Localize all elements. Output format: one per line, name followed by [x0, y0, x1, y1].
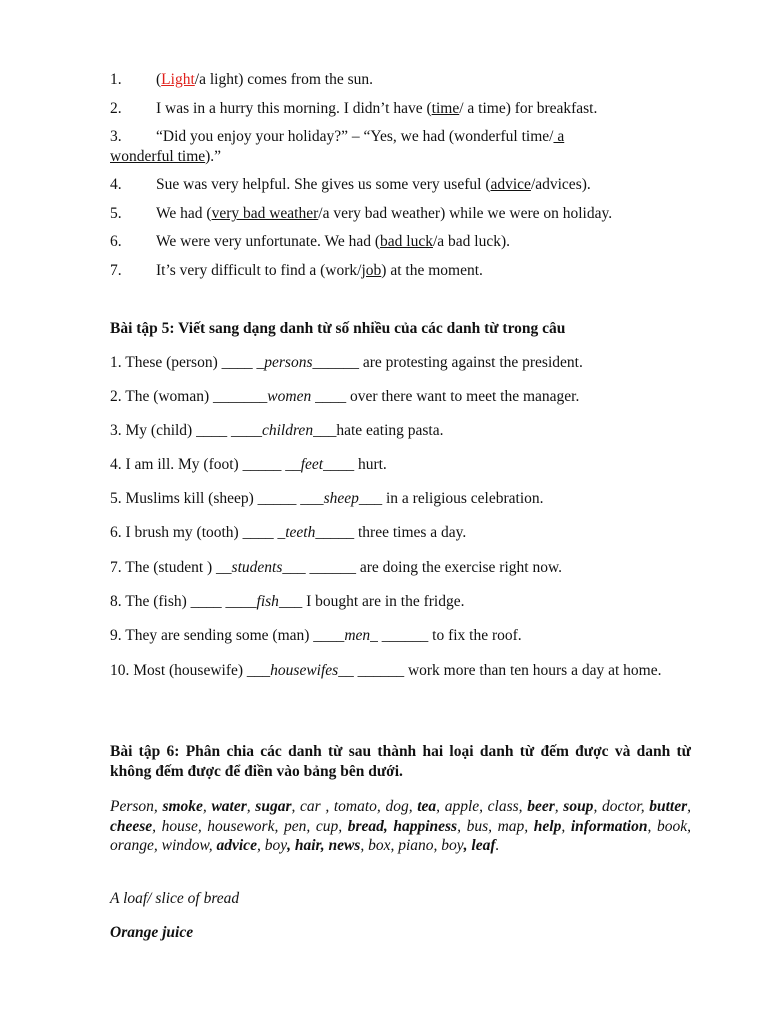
ex5-answer: persons [264, 354, 313, 371]
ex5-answer: students [231, 559, 283, 576]
noun-text: , apple, class, [436, 798, 528, 815]
ex5-answer: men [344, 627, 371, 644]
noun-uncountable: information [570, 817, 648, 835]
ex6-line-juice: Orange juice [110, 924, 194, 941]
ex6-line-bread: A loaf/ slice of bread [110, 890, 240, 907]
ex5-item-9: 9. They are sending some (man) ____men_ ______ to fix the roof. [110, 627, 522, 644]
ex4-item-7: 7. It’s very difficult to find a (work/job) at the moment. [110, 262, 483, 279]
ex5-item-2: 2. The (woman) _______women ____ over there want to meet the manager. [110, 388, 580, 405]
answer-a-wonderful-time-part2: wonderful time [110, 147, 206, 165]
ex5-item-4: 4. I am ill. My (foot) _____ __feet____ hurt. [110, 456, 387, 473]
ex5-answer: sheep [323, 490, 359, 507]
answer-time: time [431, 100, 460, 117]
noun-text: , [554, 798, 564, 815]
noun-text: , book, orange, window, [110, 817, 691, 854]
ex4-item-2: 2. I was in a hurry this morning. I didn’t have (time/ a time) for breakfast. [110, 100, 598, 117]
ex5-item-10: 10. Most (housewife) ___housewifes__ ______ work more than ten hours a day at home. [110, 662, 662, 679]
ex5-item-3: 3. My (child) ____ ____children___hate eating pasta. [110, 422, 444, 439]
ex5-item-6: 6. I brush my (tooth) ____ _teeth_____ three times a day. [110, 524, 467, 541]
noun-uncountable: bread, happiness [347, 817, 458, 835]
ex5-answer: teeth [285, 524, 316, 541]
noun-uncountable: sugar [255, 798, 292, 815]
noun-text: , [687, 798, 692, 815]
noun-text: , car , tomato, dog, [291, 798, 418, 815]
answer-bad-luck: bad luck [380, 233, 433, 250]
ex4-item-6: 6. We were very unfortunate. We had (bad luck/a bad luck). [110, 233, 511, 250]
noun-text: . [495, 837, 500, 854]
noun-uncountable: beer [527, 798, 555, 815]
ex5-item-7: 7. The (student ) __students___ ______ are doing the exercise right now. [110, 559, 563, 576]
noun-uncountable: , leaf [463, 837, 496, 854]
ex6-heading: Bài tập 6: Phân chia các danh từ sau thành hai loại danh từ đếm được và danh từ không đếm được để điền vào bảng bên dưới. [110, 743, 691, 780]
ex5-answer: children [261, 422, 314, 439]
noun-text: , box, piano, boy [360, 837, 464, 854]
noun-text: , [202, 798, 212, 815]
noun-uncountable: butter [649, 798, 688, 815]
ex5-answer: fish [256, 593, 279, 610]
answer-very-bad-weather: very bad weather [211, 205, 319, 222]
noun-text: , [561, 817, 571, 835]
ex5-answer: feet [300, 456, 324, 473]
noun-uncountable: smoke [162, 798, 203, 815]
ex5-heading: Bài tập 5: Viết sang dạng danh từ số nhiều của các danh từ trong câu [110, 320, 566, 337]
noun-uncountable: water [211, 798, 247, 815]
noun-text: , boy [256, 837, 288, 854]
noun-text: , doctor, [593, 798, 650, 815]
noun-uncountable: cheese [110, 817, 153, 835]
ex5-answer: housewifes [270, 662, 339, 679]
ex4-item-3: 3. “Did you enjoy your holiday?” – “Yes, we had (wonderful time/ a wonderful time).” [110, 128, 565, 165]
ex4-item-5: 5. We had (very bad weather/a very bad weather) while we were on holiday. [110, 205, 613, 222]
ex6-word-list [110, 797, 691, 856]
answer-light: Light [161, 71, 195, 88]
noun-uncountable: , hair, news [287, 837, 361, 854]
ex5-answer: women [267, 388, 312, 405]
ex5-item-1: 1. These (person) ____ _persons______ are protesting against the president. [110, 354, 583, 371]
noun-text: Person, [110, 798, 163, 815]
ex4-item-4: 4. Sue was very helpful. She gives us some very useful (advice/advices). [110, 176, 591, 193]
ex5-item-8: 8. The (fish) ____ ____fish___ I bought are in the fridge. [110, 593, 465, 610]
noun-text: , [246, 798, 256, 815]
answer-a-wonderful-time-part1: a [553, 128, 565, 145]
ex4-item-1: 1. (Light/a light) comes from the sun. [110, 71, 373, 88]
noun-uncountable: soup [563, 798, 594, 815]
answer-job: job [361, 262, 382, 279]
noun-text: , house, housework, pen, cup, [152, 817, 348, 835]
noun-uncountable: tea [417, 798, 437, 815]
noun-text: , bus, map, [457, 817, 534, 835]
noun-uncountable: help [533, 817, 562, 835]
ex5-item-5: 5. Muslims kill (sheep) _____ ___sheep___ in a religious celebration. [110, 490, 544, 507]
answer-advice: advice [490, 176, 531, 193]
noun-uncountable: advice [216, 837, 257, 854]
